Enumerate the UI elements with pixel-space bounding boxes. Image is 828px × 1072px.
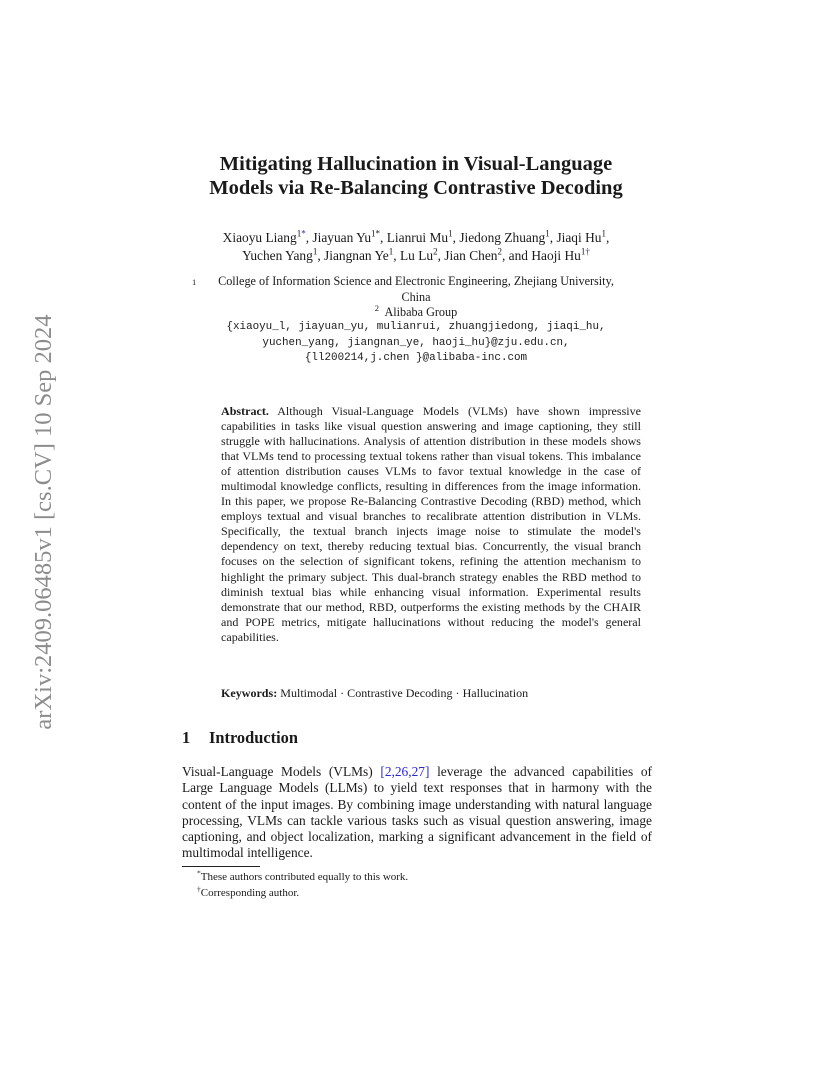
author: Jiangnan Ye$^1$, [324,246,400,263]
title-line-2: Models via Re-Balancing Contrastive Decoding [209,177,623,199]
affiliation-number: 1 [192,277,197,287]
arxiv-side-stamp: arXiv:2409.06485v1 [cs.CV] 10 Sep 2024 [30,314,57,730]
footnote: †Corresponding author. [197,884,300,899]
author: Jiedong Zhuang$^1$, [459,228,557,245]
author: Lianrui Mu$^1$, [386,228,460,245]
author: Jiayuan $Yu^{1*}$, [312,228,387,245]
abstract-text: Although Visual-Language Models (VLMs) have shown impressive capabilities in tasks like visual question answering and image captioning, they still struggle with hallucinations. Analysis of attention distribution in these models shows that VLMs tend to processing textual tokens rather than visual tokens. This imbalance of attention distribution causes VLMs to favor textual knowledge in the case of multimodal knowledge conflicts, resulting in differences from the image information. In this paper, we propose Re-Balancing Contrastive Decoding (RBD) method, which employs textual and visual branches to recalibrate attention distribution in VLMs. Specifically, the textual branch injects image noise to stimulate the model's dependency on text, thereby reducing textual bias. Concurrently, the visual branch focuses on the selection of significant tokens, refining the attention mechanism to highlight the primary subject. This dual-branch strategy enables the RBD method to diminish textual bias while enhancing visual information. Experimental results demonstrate that our method, RBD, outperforms the existing methods by the CHAIR and POPE metrics, mitigate hallucinations without reducing the model's general capabilities. [221,404,641,644]
author: Lu Lu$^2$, [399,246,445,263]
abstract [221,404,641,645]
email-line: yuchen_yang, jiangnan_ye, haoji_hu}@zju.edu.cn, [262,336,570,349]
section-number: 1 [182,728,191,747]
intro-paragraph: Visual-Language Models (VLMs) [2,26,27] leverage the advanced capabilities of Large Language Models (LLMs) to yield text responses that in harmony with the content of the input images. By combining image understanding with natural language processing, VLMs can tackle various tasks such as visual question answering, image captioning, and object localization, marking a significant advancement in the field of multimodal intelligence. [182,764,652,861]
keywords-text: Multimodal · Contrastive Decoding · Hallucination [280,686,529,700]
author: Haoji $Hu^{1\dagger}$ [531,246,590,263]
footnotes [197,869,637,901]
affiliations [185,274,647,321]
email-line: {xiaoyu_l, jiayuan_yu, mulianrui, zhuangjiedong, jiaqi_hu, [226,321,606,333]
keywords-label: Keywords: [221,686,278,700]
section-title: Introduction [209,728,298,747]
title-line-1: Mitigating Hallucination in Visual-Language [219,153,613,175]
author: Jiaqi Hu$^1$, [556,228,610,245]
citation-link[interactable]: [2,26,27] [380,764,430,779]
affiliation-1-line-1: College of Information Science and Electronic Engineering, Zhejiang University, [218,274,614,288]
affiliation-1-line-2: China [401,289,431,304]
affiliation-2: $^2$ Alibaba Group [374,302,458,319]
author-list [170,229,662,265]
footnote: *These authors contributed equally to this work. [197,868,409,883]
author: Xiaoyu Liang$^{1*}$, [222,228,313,245]
section-heading [182,728,298,748]
email-line: {ll200214,j.chen }@alibaba-inc.com [304,352,528,364]
email-block [185,320,647,367]
abstract-label: Abstract. [221,404,269,418]
paper-title [150,152,682,200]
author: Jian Chen$^2$, and [444,246,532,263]
keywords [221,686,641,701]
author: Yuchen Yang$^1$, [242,246,325,263]
footnote-rule [182,866,260,867]
